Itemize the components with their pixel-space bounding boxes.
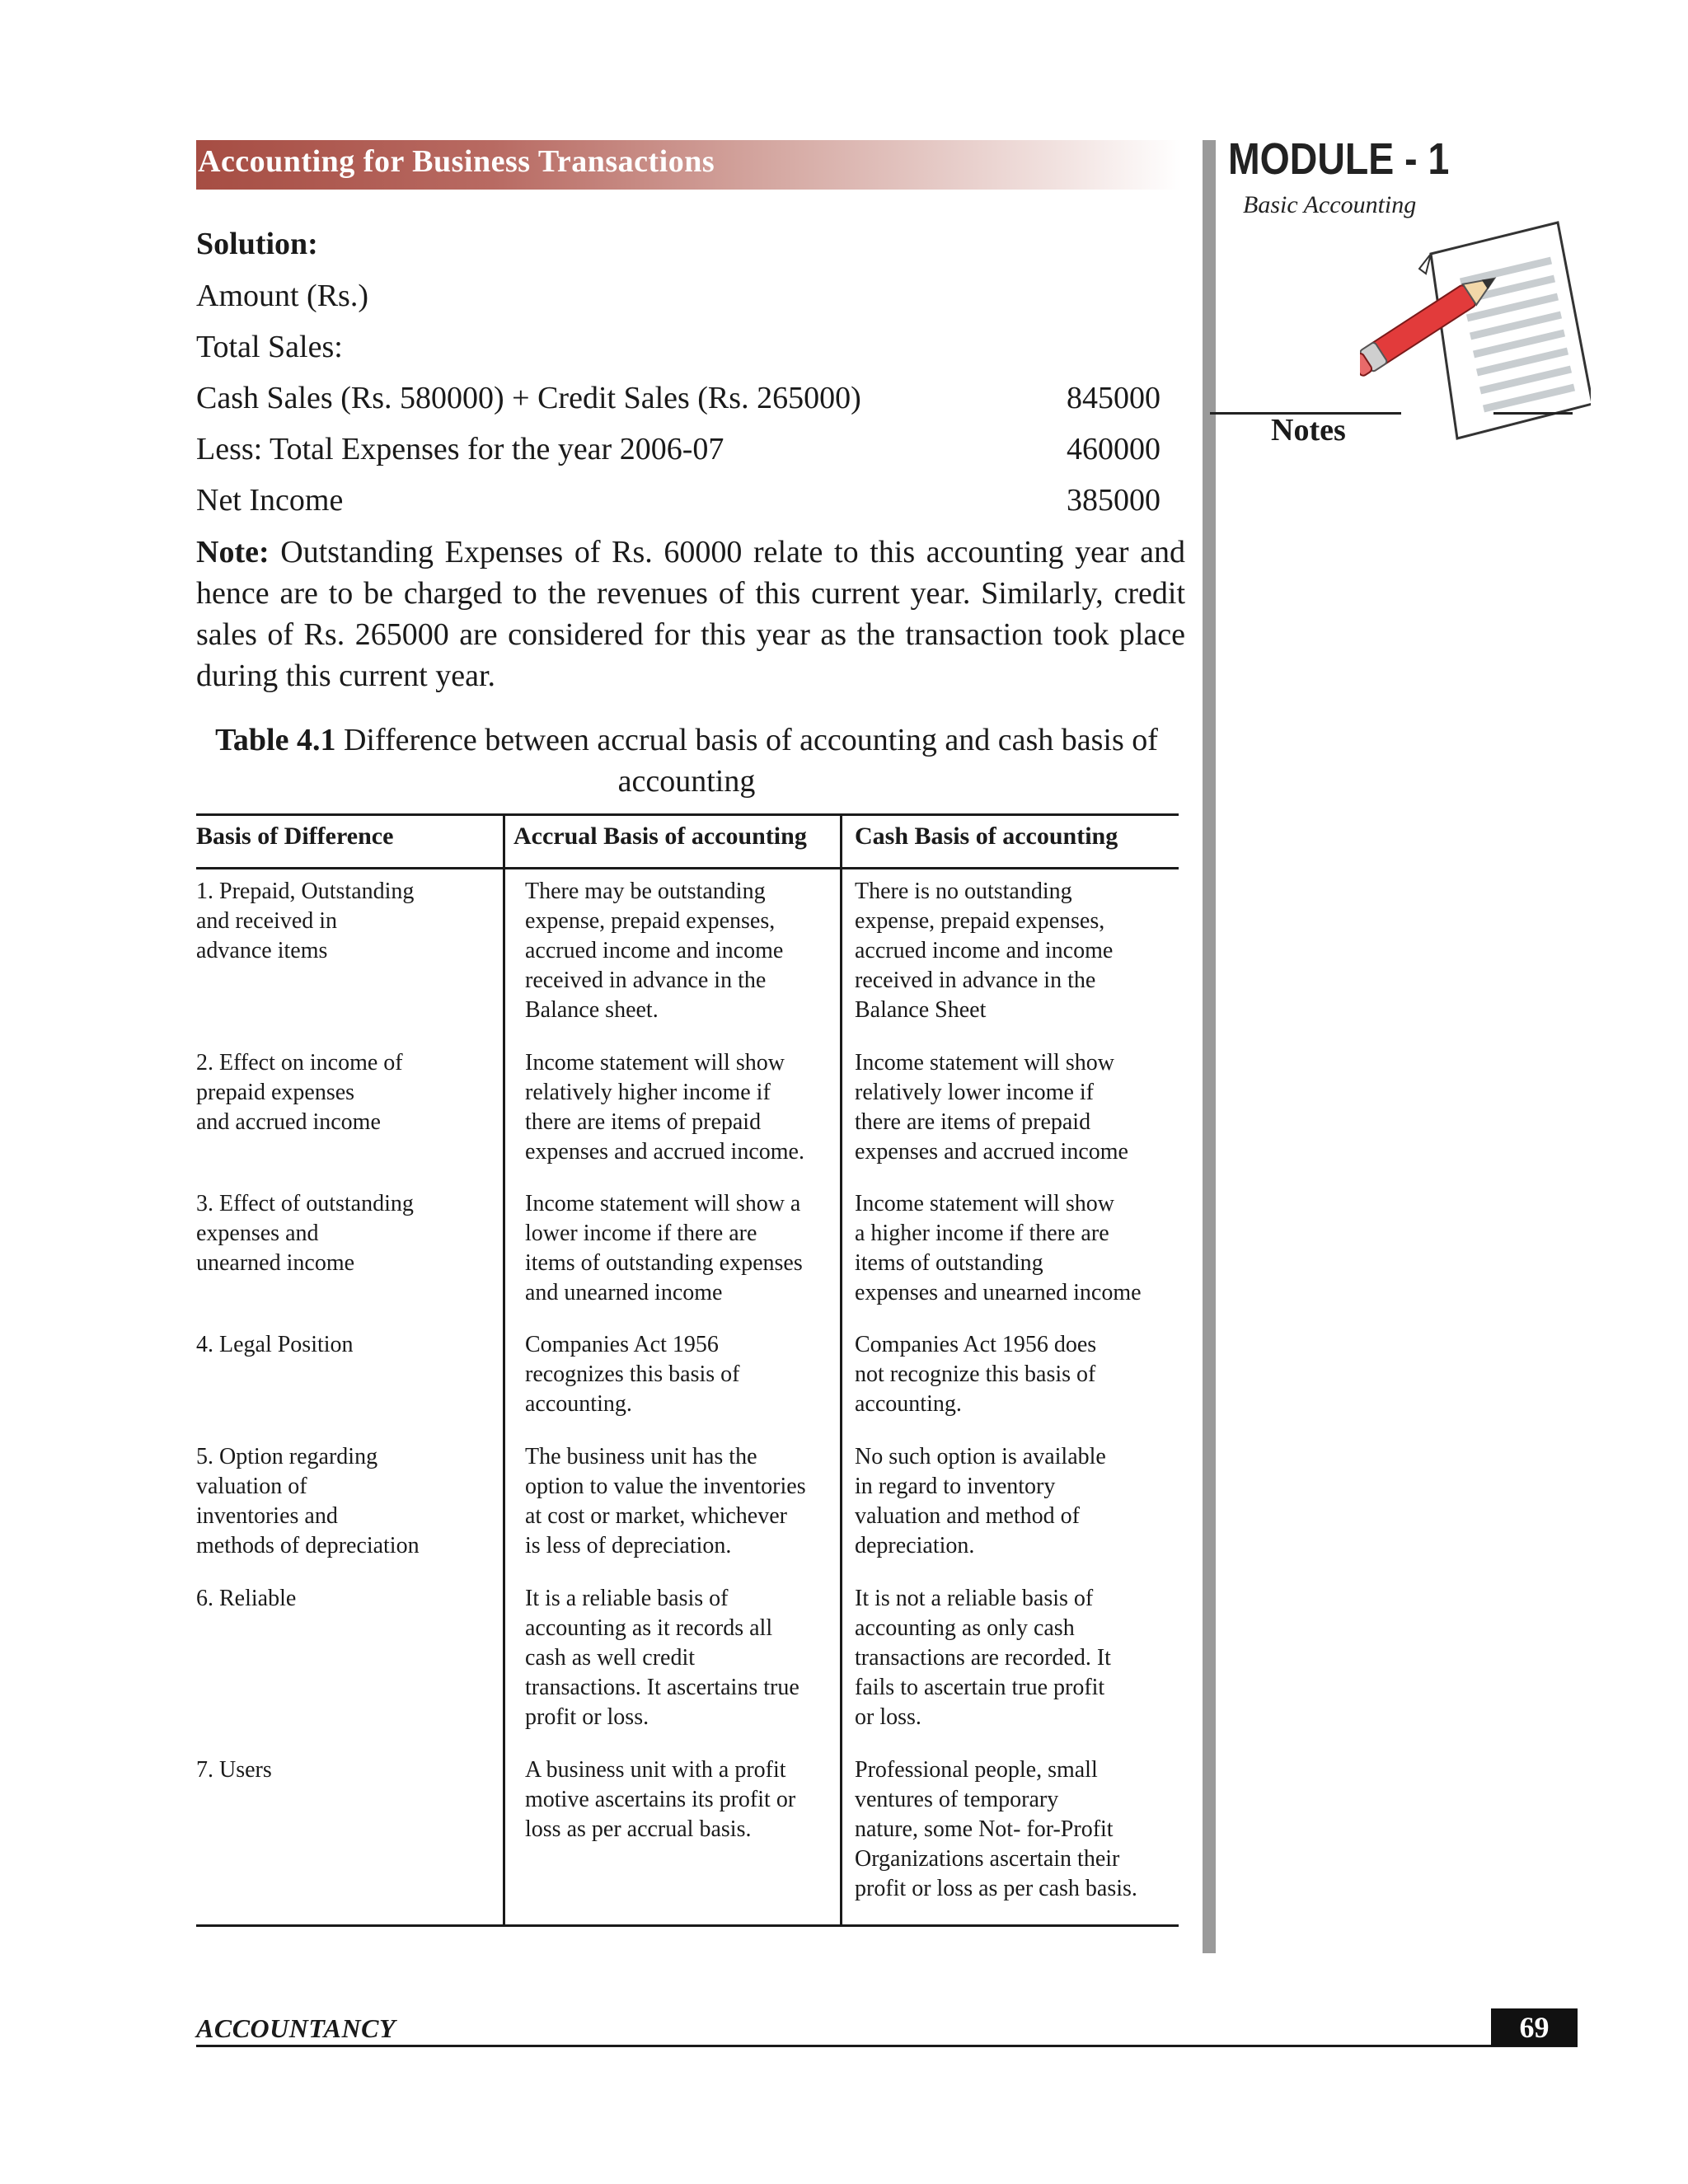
module-title: MODULE - 1 — [1228, 134, 1450, 184]
table-cell-cash: There is no outstanding expense, prepaid expenses, accrued income and income received in advance in the Balance Sheet — [855, 879, 1114, 1023]
table-cell-accrual: A business unit with a profit motive ascertains its profit or loss as per accrual basis. — [525, 1757, 796, 1842]
table-cell-basis: 5. Option regarding valuation of inventories and methods of depreciation — [196, 1444, 420, 1558]
table-cell-cash: Companies Act 1956 does not recognize this basis of accounting. — [855, 1332, 1097, 1417]
solution-row-label: Cash Sales (Rs. 580000) + Credit Sales (Rs. 265000) — [196, 381, 861, 415]
table-cell-accrual: Income statement will show relatively higher income if there are items of prepaid expenses and accrued income. — [525, 1050, 804, 1165]
table-cell-basis: 4. Legal Position — [196, 1332, 354, 1357]
table-top-rule — [196, 813, 1179, 816]
table-cell-accrual: There may be outstanding expense, prepaid expenses, accrued income and income received in advance in the Balance sheet. — [525, 879, 784, 1023]
table-cell-cash: Income statement will show a higher income if there are items of outstanding expenses and unearned income — [855, 1191, 1142, 1305]
module-subtitle: Basic Accounting — [1243, 191, 1417, 218]
table-column-divider — [840, 813, 842, 1926]
table-caption — [196, 719, 1177, 802]
table-cell-cash: Professional people, small ventures of temporary nature, some Not- for-Profit Organizations ascertain their profit or loss as per cash basis. — [855, 1757, 1137, 1901]
solution-row-label: Less: Total Expenses for the year 2006-07 — [196, 432, 724, 466]
notepad-pencil-icon — [1360, 214, 1591, 453]
table-column-divider — [503, 813, 505, 1926]
table-bottom-rule — [196, 1924, 1179, 1927]
amount-label: Amount (Rs.) — [196, 279, 368, 313]
footer-rule — [196, 2045, 1578, 2047]
table-cell-cash: Income statement will show relatively lower income if there are items of prepaid expenses and accrued income — [855, 1050, 1128, 1165]
note-label: Note: — [196, 535, 270, 569]
table-header-cash: Cash Basis of accounting — [855, 823, 1118, 850]
note-paragraph — [196, 532, 1185, 696]
solution-row-amount: 460000 — [1067, 432, 1160, 466]
table-cell-cash: No such option is available in regard to inventory valuation and method of depreciation. — [855, 1444, 1106, 1558]
table-cell-basis: 3. Effect of outstanding expenses and unearned income — [196, 1191, 414, 1276]
table-cell-accrual: The business unit has the option to value the inventories at cost or market, whichever is less of depreciation. — [525, 1444, 806, 1558]
total-sales-label: Total Sales: — [196, 330, 343, 364]
table-cell-basis: 1. Prepaid, Outstanding and received in advance items — [196, 879, 415, 963]
table-cell-accrual: It is a reliable basis of accounting as it records all cash as well credit transactions. It ascertains true profit or loss. — [525, 1586, 799, 1730]
table-cell-basis: 2. Effect on income of prepaid expenses and accrued income — [196, 1050, 403, 1135]
table-caption-text: Difference between accrual basis of accounting and cash basis of accounting — [335, 723, 1158, 799]
note-text: Outstanding Expenses of Rs. 60000 relate to this accounting year and hence are to be charged to the revenues of this current year. Similarly, credit sales of Rs. 265000 are considered for this year as the transaction took place during this current year. — [196, 535, 1185, 693]
table-header-accrual: Accrual Basis of accounting — [513, 823, 807, 850]
solution-row-amount: 845000 — [1067, 381, 1160, 415]
table-cell-basis: 7. Users — [196, 1757, 272, 1783]
table-cell-basis: 6. Reliable — [196, 1586, 297, 1611]
table-caption-label: Table 4.1 — [215, 723, 336, 757]
table-cell-cash: It is not a reliable basis of accounting as only cash transactions are recorded. It fails to ascertain true profit or loss. — [855, 1586, 1111, 1730]
table-cell-accrual: Income statement will show a lower income if there are items of outstanding expenses and unearned income — [525, 1191, 803, 1305]
page-number: 69 — [1491, 2008, 1578, 2046]
notes-label: Notes — [1271, 413, 1346, 448]
footer-subject: ACCOUNTANCY — [196, 2013, 396, 2043]
table-cell-accrual: Companies Act 1956 recognizes this basis of accounting. — [525, 1332, 740, 1417]
table-header-rule — [196, 867, 1179, 869]
solution-row-amount: 385000 — [1067, 483, 1160, 518]
section-title: Accounting for Business Transactions — [198, 144, 715, 179]
notes-rule-right — [1493, 412, 1573, 415]
table-header-basis: Basis of Difference — [196, 823, 394, 850]
solution-heading: Solution: — [196, 227, 318, 261]
solution-row-label: Net Income — [196, 483, 344, 518]
